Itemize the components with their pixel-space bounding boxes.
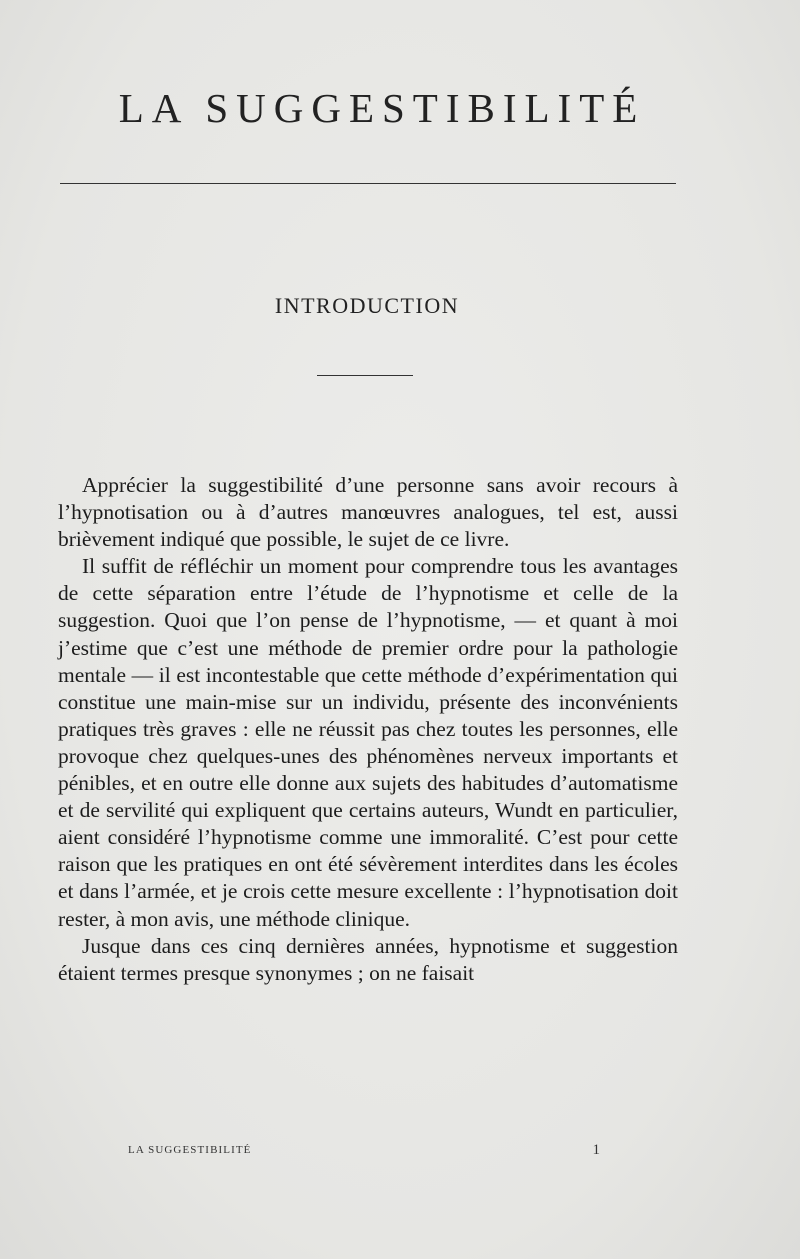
paragraph: Jusque dans ces cinq dernières années, hypnotisme et suggestion étaient termes presque synonymes ; on ne faisait [58,933,678,985]
title-divider-rule [60,183,676,184]
page-footer [128,1144,600,1164]
book-title: LA SUGGESTIBILITÉ [118,85,646,131]
section-divider-rule [317,375,413,376]
paragraph: Il suffit de réfléchir un moment pour comprendre tous les avantages de cette séparation entre l’étude de l’hypnotisme et celle de la suggestion. Quoi que l’on pense de l’hypnotisme, — et quant à moi j’estime que c’est une méthode de premier ordre pour la pathologie mentale — il est incontestable que cette méthode d’expérimentation qui constitue une main-mise sur un individu, présente des inconvénients pratiques très graves : elle ne réussit pas chez toutes les personnes, elle provoque chez quelques-unes des phénomènes nerveux importants et pénibles, et en outre elle donne aux sujets des habitudes d’automatisme et de servilité qui expliquent que certains auteurs, Wundt en particulier, aient considéré l’hypnotisme comme une immoralité. C’est pour cette raison que les pratiques en ont été sévèrement interdites dans les écoles et dans l’armée, et je crois cette mesure excellente : l’hypnotisation doit rester, à mon avis, une méthode clinique. [58,554,678,931]
footer-signature-title: LA SUGGESTIBILITÉ [128,1144,252,1156]
section-heading: INTRODUCTION [274,293,460,318]
footer-signature-number: 1 [592,1142,600,1158]
body-text [58,472,678,987]
paragraph: Apprécier la suggestibilité d’une personne sans avoir recours à l’hypnotisation ou à d’autres manœuvres analogues, tel est, aussi brièvement indiqué que possible, le sujet de ce livre. [58,473,678,552]
